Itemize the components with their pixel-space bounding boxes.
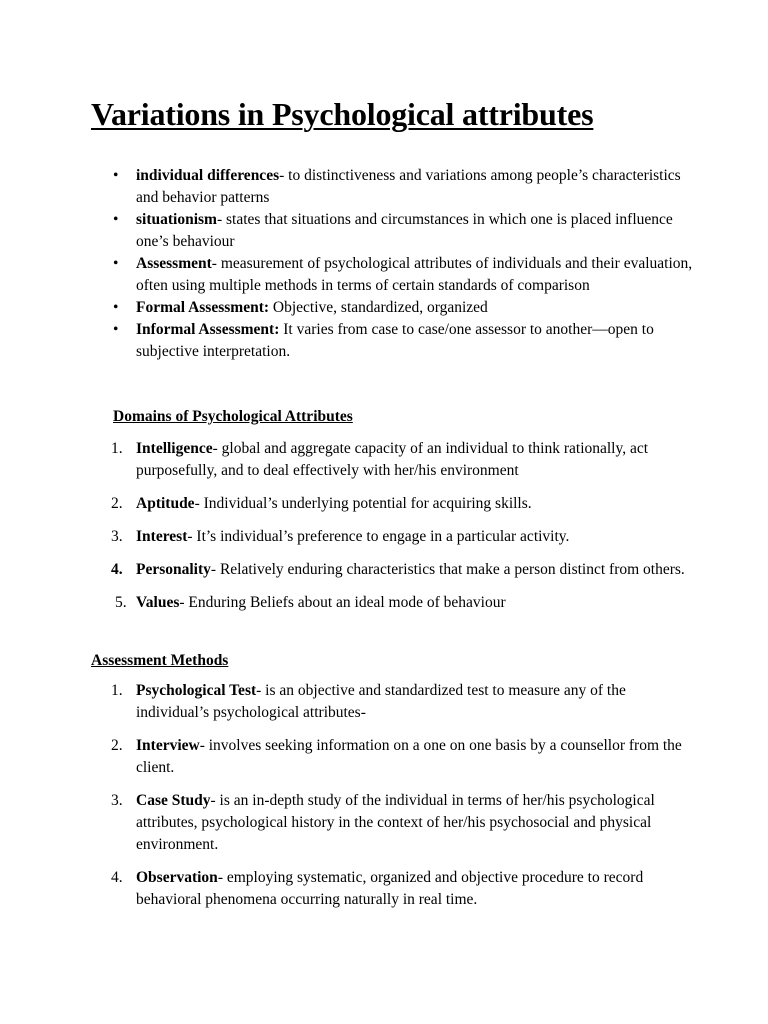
definition: - global and aggregate capacity of an individual to think rationally, act purposefully, and to deal effectively with her/his environment [136, 440, 649, 479]
definition: - is an objective and standardized test to measure any of the individual’s psychological attributes- [136, 682, 626, 721]
bullet-icon: • [113, 167, 119, 184]
item-number: 2. [111, 495, 123, 512]
term: Aptitude [136, 495, 195, 512]
term: Intelligence [136, 440, 213, 457]
item-number: 1. [111, 440, 123, 457]
definition: - measurement of psychological attributes of individuals and their evaluation, often using multiple methods in terms of certain standards of comparison [136, 255, 693, 294]
definition: Objective, standardized, organized [269, 299, 488, 316]
item-number: 2. [111, 737, 123, 754]
list-item [113, 297, 696, 319]
item-number: 3. [111, 528, 123, 545]
term: Personality [136, 561, 211, 578]
item-number: 3. [111, 792, 123, 809]
bullet-icon: • [113, 211, 119, 228]
item-number: 1. [111, 682, 123, 699]
definition: - involves seeking information on a one on one basis by a counsellor from the client. [136, 737, 682, 776]
item-number: 4. [111, 561, 123, 578]
list-item [113, 209, 696, 253]
list-item [111, 438, 696, 482]
definition: - It’s individual’s preference to engage in a particular activity. [187, 528, 570, 545]
list-item [111, 526, 696, 548]
term: Values [136, 594, 180, 611]
bullet-icon: • [113, 255, 119, 272]
term: Formal Assessment: [136, 299, 270, 316]
list-item [111, 559, 696, 581]
domains-heading: Domains of Psychological Attributes [113, 408, 353, 425]
definition: - Enduring Beliefs about an ideal mode of behaviour [179, 594, 506, 611]
term: Informal Assessment: [136, 321, 280, 338]
list-item [111, 790, 696, 856]
list-item [111, 680, 696, 724]
methods-list [111, 680, 696, 922]
term: situationism [136, 211, 217, 228]
definition: - is an in-depth study of the individual in terms of her/his psychological attributes, psychological history in the context of her/his psychosocial and physical environment. [136, 792, 655, 853]
bullet-icon: • [113, 299, 119, 316]
list-item [111, 867, 696, 911]
methods-heading: Assessment Methods [91, 652, 229, 669]
list-item [113, 253, 696, 297]
definition: - Individual’s underlying potential for acquiring skills. [194, 495, 532, 512]
term: individual differences [136, 167, 280, 184]
term: Psychological Test [136, 682, 257, 699]
definition: - employing systematic, organized and objective procedure to record behavioral phenomena occurring naturally in real time. [136, 869, 644, 908]
definition: - to distinctiveness and variations among people’s characteristics and behavior patterns [136, 167, 681, 206]
term: Interest [136, 528, 188, 545]
list-item [113, 319, 696, 363]
term: Case Study [136, 792, 211, 809]
definitions-list [113, 165, 696, 363]
term: Interview [136, 737, 200, 754]
item-number: 4. [111, 869, 123, 886]
list-item [115, 592, 696, 614]
item-number: 5. [115, 594, 127, 611]
list-item [111, 493, 696, 515]
list-item [113, 165, 696, 209]
domains-list [111, 438, 696, 625]
definition: - Relatively enduring characteristics that make a person distinct from others. [210, 561, 685, 578]
term: Observation [136, 869, 218, 886]
definition: - states that situations and circumstances in which one is placed influence one’s behaviour [136, 211, 673, 250]
list-item [111, 735, 696, 779]
page-title: Variations in Psychological attributes [91, 96, 594, 132]
term: Assessment [136, 255, 212, 272]
definition: It varies from case to case/one assessor to another—open to subjective interpretation. [136, 321, 654, 360]
bullet-icon: • [113, 321, 119, 338]
